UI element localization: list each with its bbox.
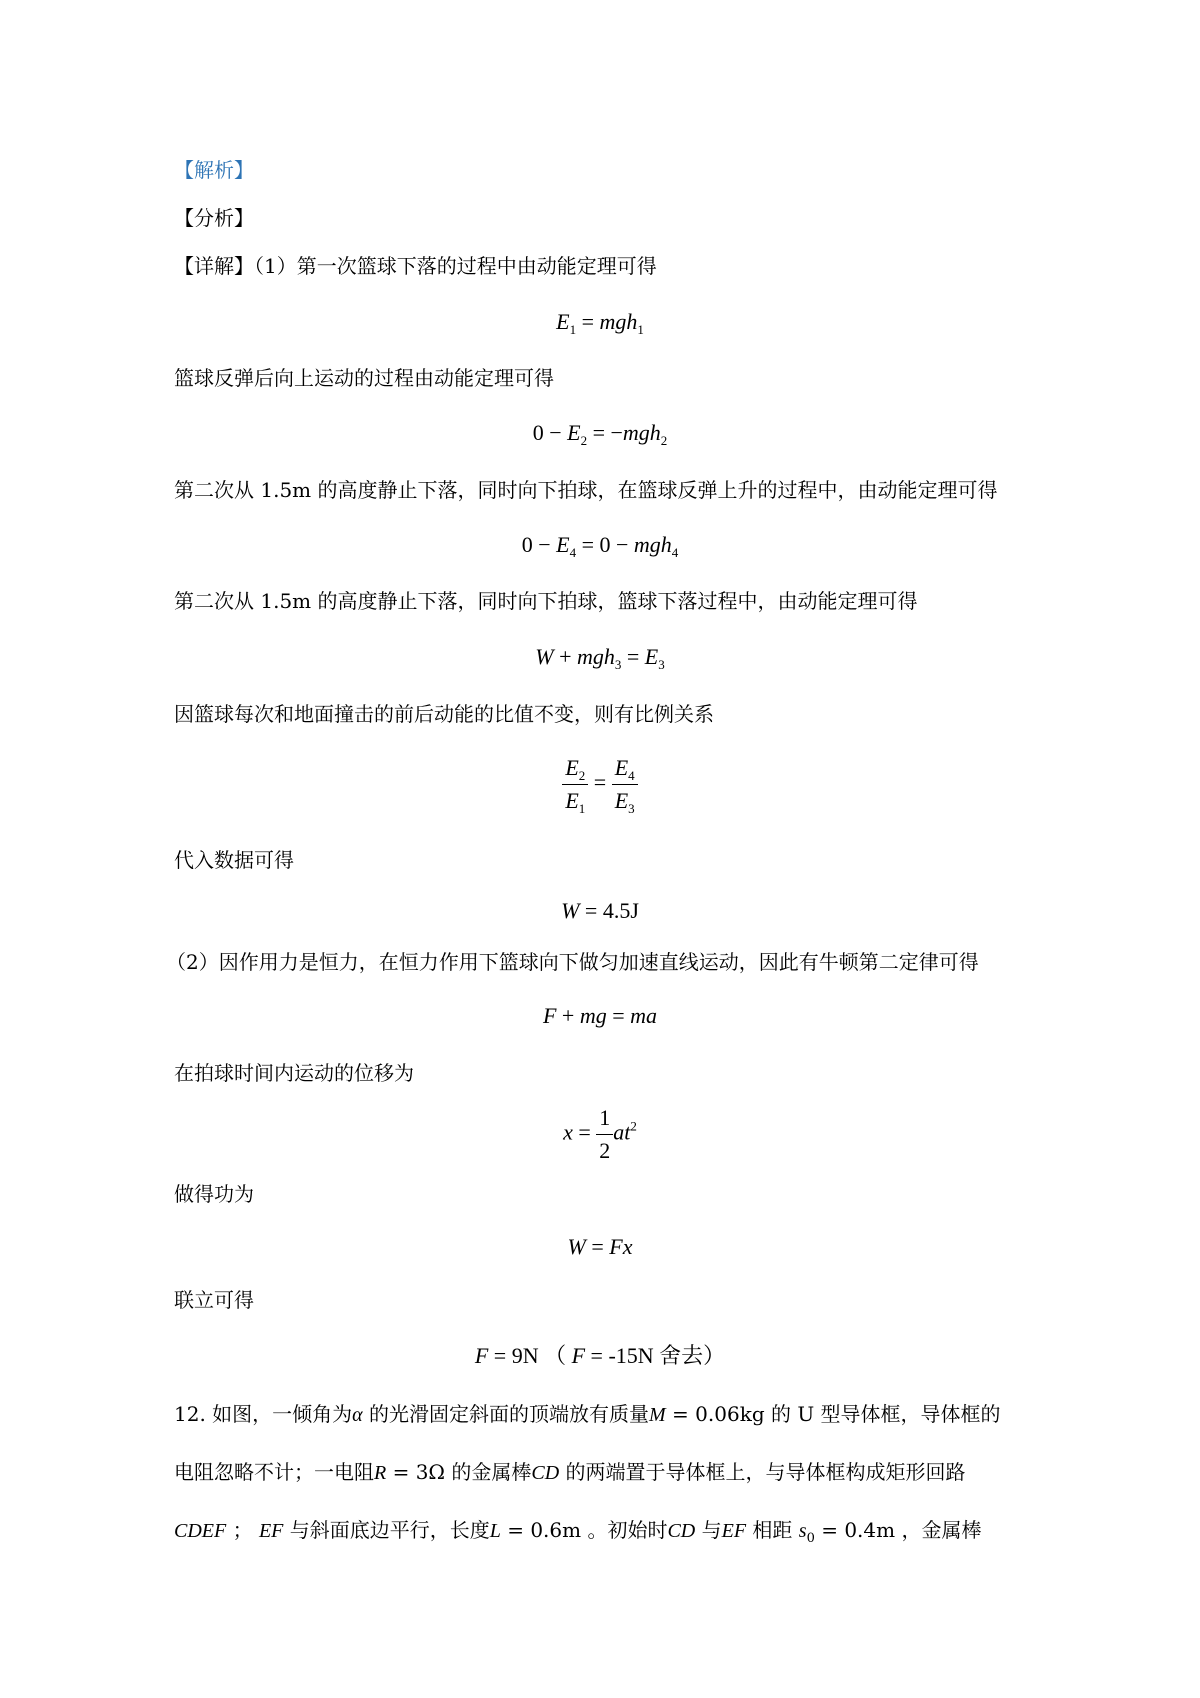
equation-3: $0 - E_4 = 0 - mgh_4$ <box>521 532 679 560</box>
fraction-one-half: $\frac{1}{2}$ <box>596 1102 613 1167</box>
equation-8: x = $\frac{1}{2}$ $at^2$ <box>0 1102 1200 1167</box>
q12-text-1a: 12. 如图，一倾角为 <box>174 1402 353 1426</box>
q12-text-1b: 的光滑固定斜面的顶端放有质量 <box>362 1402 650 1426</box>
equation-5-ratio: $\frac{E_2}{E_1}$ = $\frac{E_4}{E_3}$ <box>0 752 1200 817</box>
paragraph-5: 因篮球每次和地面撞击的前后动能的比值不变，则有比例关系 <box>174 702 714 726</box>
equation-7: F + mg = ma <box>542 1003 658 1028</box>
q12-text-3a: ； <box>232 1518 253 1542</box>
equation-10-a: = 9N （ <box>493 1343 567 1368</box>
equation-6: W = 4.5J <box>561 898 639 923</box>
equation-4: $W + mgh_3 = E_3$ <box>535 644 665 672</box>
detail-paragraph-1 <box>174 252 657 280</box>
equation-1: $E_1 = mgh_1$ <box>556 309 644 337</box>
question-12-line-2: 电阻忽略不计；一电阻R = 3Ω 的金属棒CD 的两端置于导体框上，与导体框构成矩形回路 <box>174 1460 966 1484</box>
equation-9: W = Fx <box>567 1234 633 1259</box>
paragraph-7: （2）因作用力是恒力，在恒力作用下篮球向下做匀加速直线运动，因此有牛顿第二定律可得 <box>166 950 979 974</box>
detail-label: 【详解】 <box>174 254 254 278</box>
q12-text-3e: 相距 <box>746 1518 793 1542</box>
q12-text-3f: = 0.4m ，金属棒 <box>814 1518 982 1542</box>
q12-text-2c: 的两端置于导体框上，与导体框构成矩形回路 <box>559 1460 966 1484</box>
fraction-e4-e3: $\frac{E_4}{E_3}$ <box>612 752 638 817</box>
paragraph-text: （1）第一次篮球下落的过程中由动能定理可得 <box>254 254 657 278</box>
q12-text-2a: 电阻忽略不计；一电阻 <box>174 1460 374 1484</box>
paragraph-6: 代入数据可得 <box>174 848 294 872</box>
paragraph-4: 第二次从 1.5m 的高度静止下落，同时向下拍球，篮球下落过程中，由动能定理可得 <box>174 589 918 613</box>
q12-text-3c: = 0.6m 。初始时 <box>500 1518 668 1542</box>
paragraph-3: 第二次从 1.5m 的高度静止下落，同时向下拍球，在篮球反弹上升的过程中，由动能定理可得 <box>174 478 998 502</box>
equation-10: F = 9N （ F = -15N 舍去） <box>474 1343 726 1368</box>
q12-text-3d: 与 <box>695 1518 722 1542</box>
fenxi-heading: 【分析】 <box>174 206 254 230</box>
equation-6-rhs: = 4.5J <box>584 898 639 923</box>
q12-text-2b: = 3Ω 的金属棒 <box>386 1460 532 1484</box>
question-12-line-3: CDEF ； EF 与斜面底边平行，长度L = 0.6m 。初始时CD 与EF 相距 $s_0 = 0.4m$ ，金属棒 <box>174 1518 982 1546</box>
question-12-line-1: 12. 如图，一倾角为α 的光滑固定斜面的顶端放有质量M = 0.06kg 的 U 型导体框，导体框的 <box>174 1402 1001 1426</box>
paragraph-2: 篮球反弹后向上运动的过程由动能定理可得 <box>174 366 554 390</box>
paragraph-9: 做得功为 <box>174 1182 254 1206</box>
equation-10-b: = -15N 舍去） <box>590 1343 726 1368</box>
fraction-e2-e1: $\frac{E_2}{E_1}$ <box>562 752 588 817</box>
q12-text-1c: = 0.06kg 的 U 型导体框，导体框的 <box>665 1402 1001 1426</box>
paragraph-10: 联立可得 <box>174 1288 254 1312</box>
q12-text-3b: 与斜面底边平行，长度 <box>283 1518 490 1542</box>
paragraph-8: 在拍球时间内运动的位移为 <box>174 1061 414 1085</box>
equation-2: $0 - E_2 = -mgh_2$ <box>532 420 668 448</box>
analysis-heading: 【解析】 <box>174 158 254 182</box>
